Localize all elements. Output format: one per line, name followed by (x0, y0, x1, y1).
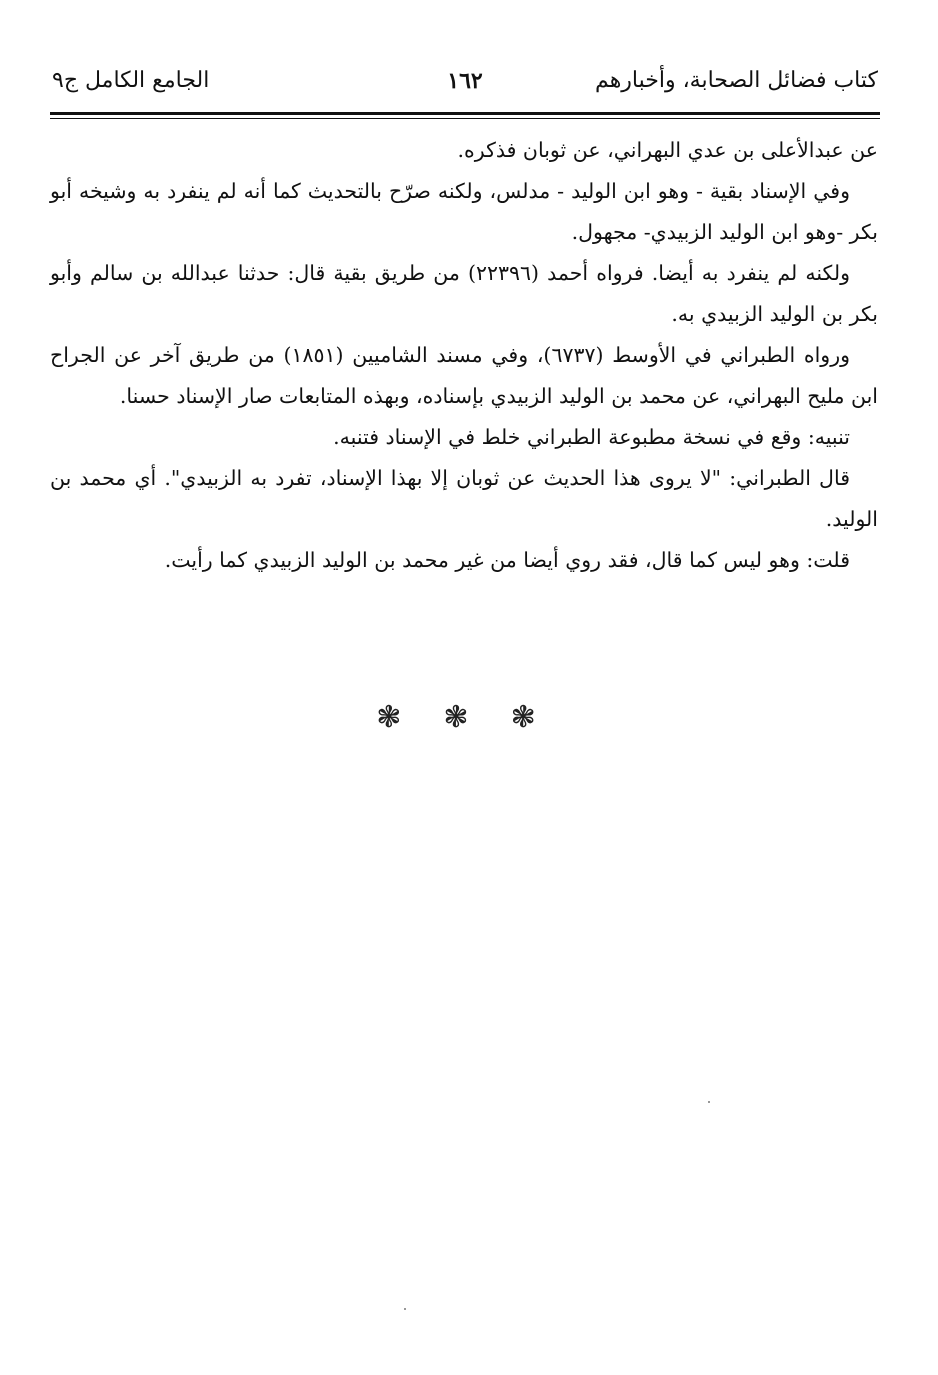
paragraph: وفي الإسناد بقية - وهو ابن الوليد - مدلس، ولكنه صرّح بالتحديث كما أنه لم ينفرد به وشيخه أبو بكر -وهو ابن الوليد الزبيدي- مجهول. (50, 179, 878, 244)
paragraph: عن عبدالأعلى بن عدي البهراني، عن ثوبان فذكره. (457, 138, 878, 162)
floral-ornament-icon: ❃ (376, 700, 428, 735)
scan-speck (404, 1308, 406, 1310)
header-rule-thin (50, 118, 880, 119)
paragraph: ورواه الطبراني في الأوسط (٦٧٣٧)، وفي مسند الشاميين (١٨٥١) من طريق آخر عن الجراح ابن مليح البهراني، عن محمد بن الوليد الزبيدي بإسناده، وبهذه المتابعات صار الإسناد حسنا. (50, 343, 878, 408)
page-number: ١٦٢ (447, 68, 483, 94)
paragraph: ولكنه لم ينفرد به أيضا. فرواه أحمد (٢٢٣٩٦) من طريق بقية قال: حدثنا عبدالله بن سالم وأبو بكر بن الوليد الزبيدي به. (50, 261, 878, 326)
running-title: كتاب فضائل الصحابة، وأخبارهم (595, 68, 878, 93)
paragraph: قال الطبراني: "لا يروى هذا الحديث عن ثوبان إلا بهذا الإسناد، تفرد به الزبيدي". أي محمد بن الوليد. (50, 466, 878, 531)
floral-ornament-icon: ❃ (443, 700, 495, 735)
paragraph: قلت: وهو ليس كما قال، فقد روي أيضا من غير محمد بن الوليد الزبيدي كما رأيت. (164, 548, 850, 572)
floral-ornament-icon: ❃ (510, 700, 562, 735)
section-end-ornaments (0, 700, 938, 735)
page-header (52, 68, 878, 108)
paragraph: تنبيه: وقع في نسخة مطبوعة الطبراني خلط في الإسناد فتنبه. (333, 425, 850, 449)
header-rule-thick (50, 112, 880, 115)
volume-label: الجامع الكامل ج٩ (52, 68, 210, 93)
page-body (50, 130, 878, 581)
scan-speck (708, 1101, 710, 1103)
